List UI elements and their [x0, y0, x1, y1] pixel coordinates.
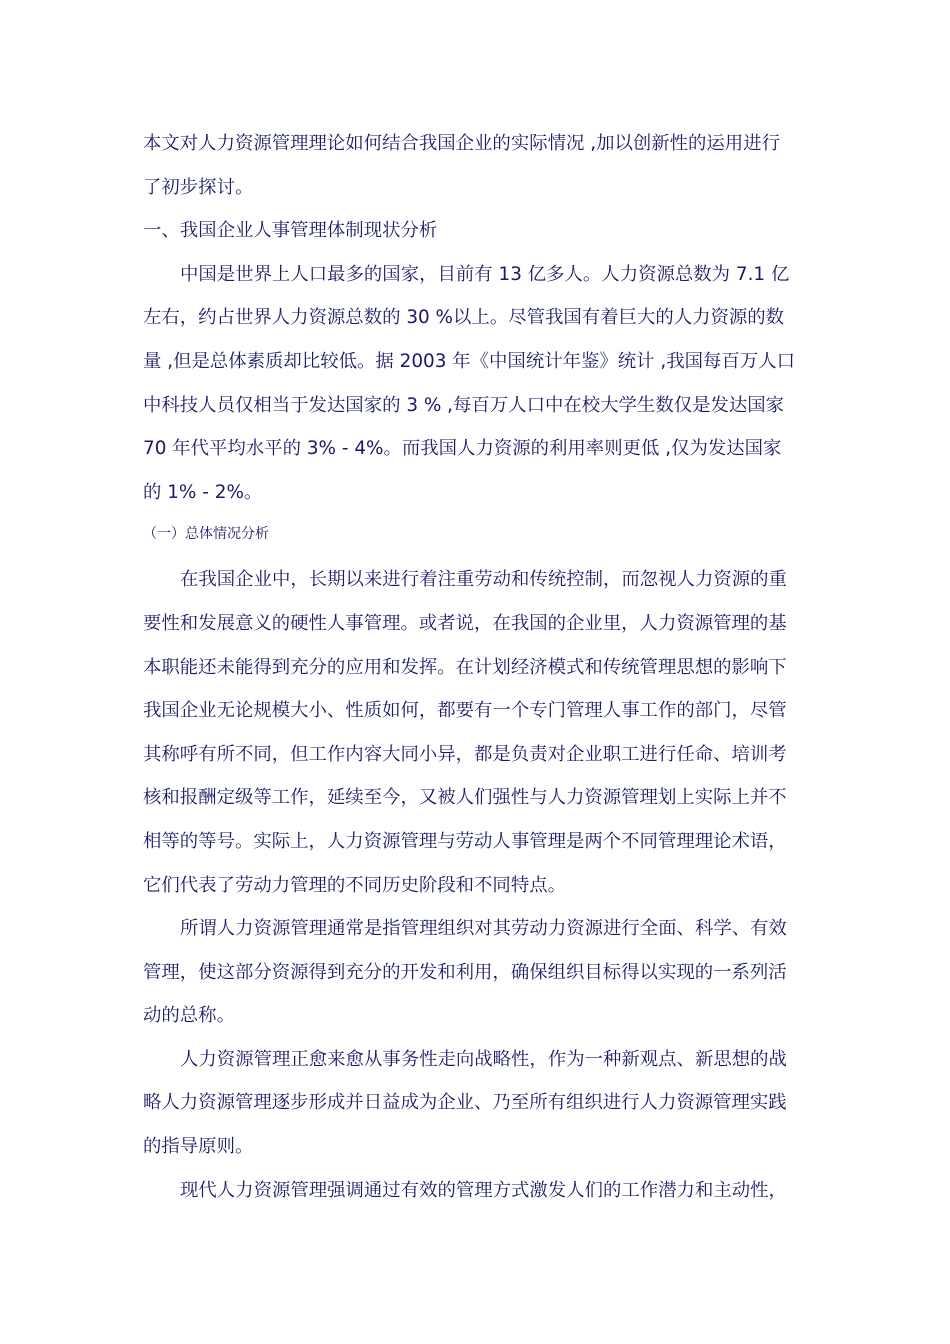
paragraph-line: 左右，约占世界人力资源总数的 30 %以上。尽管我国有着巨大的人力资源的数 — [143, 307, 785, 329]
paragraph-line: 的指导原则。 — [143, 1136, 254, 1158]
paragraph-line: 其称呼有所不同，但工作内容大同小异，都是负责对企业职工进行任命、培训考 — [143, 743, 787, 765]
paragraph-line: 管理，使这部分资源得到充分的开发和利用，确保组织目标得以实现的一系列活 — [143, 961, 787, 983]
paragraph-line: 略人力资源管理逐步形成并日益成为企业、乃至所有组织进行人力资源管理实践 — [143, 1092, 787, 1114]
subsection-heading: （一）总体情况分析 — [143, 526, 269, 543]
paragraph-line: 中国是世界上人口最多的国家，目前有 13 亿多人。人力资源总数为 7.1 亿 — [180, 263, 790, 285]
section-heading: 一、我国企业人事管理体制现状分析 — [143, 220, 438, 242]
paragraph-line: 70 年代平均水平的 3% - 4%。而我国人力资源的利用率则更低 ,仅为发达国家 — [143, 438, 782, 460]
paragraph-line: 现代人力资源管理强调通过有效的管理方式激发人们的工作潜力和主动性， — [180, 1179, 787, 1201]
paragraph-line: 动的总称。 — [143, 1005, 235, 1027]
paragraph-line: 它们代表了劳动力管理的不同历史阶段和不同特点。 — [143, 874, 566, 896]
paragraph-line: 所谓人力资源管理通常是指管理组织对其劳动力资源进行全面、科学、有效 — [180, 918, 787, 940]
paragraph-line: 核和报酬定级等工作，延续至今，又被人们强性与人力资源管理划上实际上并不 — [143, 787, 787, 809]
paragraph-line: 人力资源管理正愈来愈从事务性走向战略性，作为一种新观点、新思想的战 — [180, 1048, 787, 1070]
paragraph-line: 相等的等号。实际上，人力资源管理与劳动人事管理是两个不同管理理论术语， — [143, 830, 787, 852]
paragraph-line: 了初步探讨。 — [143, 176, 254, 198]
document-body — [143, 122, 810, 1212]
paragraph-line: 本文对人力资源管理理论如何结合我国企业的实际情况 ,加以创新性的运用进行 — [143, 133, 780, 154]
paragraph-line: 要性和发展意义的硬性人事管理。或者说，在我国的企业里，人力资源管理的基 — [143, 612, 787, 634]
paragraph-line: 在我国企业中，长期以来进行着注重劳动和传统控制，而忽视人力资源的重 — [180, 569, 787, 591]
paragraph-line: 中科技人员仅相当于发达国家的 3 % ,每百万人口中在校大学生数仅是发达国家 — [143, 394, 785, 416]
paragraph-line: 量 ,但是总体素质却比较低。据 2003 年《中国统计年鉴》统计 ,我国每百万人口 — [143, 350, 795, 372]
paragraph-line: 的 1% - 2%。 — [143, 481, 263, 503]
paragraph-line: 我国企业无论规模大小、性质如何，都要有一个专门管理人事工作的部门，尽管 — [143, 700, 787, 722]
paragraph-line: 本职能还未能得到充分的应用和发挥。在计划经济模式和传统管理思想的影响下 — [143, 656, 787, 678]
